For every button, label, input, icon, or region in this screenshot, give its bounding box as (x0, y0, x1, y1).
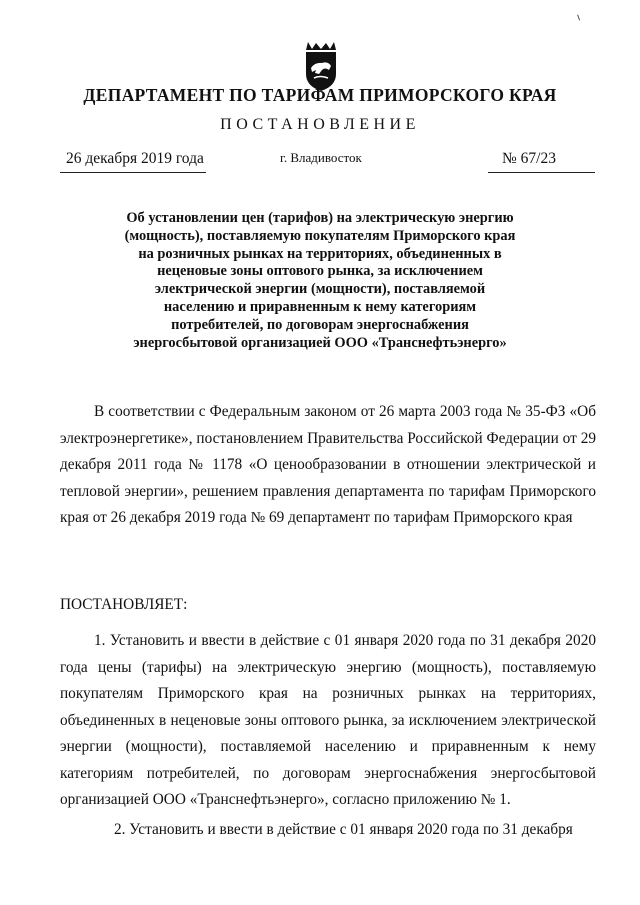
resolves-heading: ПОСТАНОВЛЯЕТ: (60, 596, 188, 613)
department-title: ДЕПАРТАМЕНТ ПО ТАРИФАМ ПРИМОРСКОГО КРАЯ (83, 85, 557, 105)
document-type: ПОСТАНОВЛЕНИЕ (220, 116, 420, 133)
preamble-paragraph: В соответствии с Федеральным законом от 26 марта 2003 года № 35-ФЗ «Об электроэнергетике», постановлением Правительства Российской Федерации от 29 декабря 2011 года № 1178 «О ценообразовании в отношении электрической и тепловой энергии», решением правления департамента по тарифам Приморского края от 26 декабря 2019 года № 69 департамент по тарифам Приморского края (60, 403, 596, 526)
document-city: г. Владивосток (280, 150, 362, 165)
document-date: 26 декабря 2019 года (66, 150, 204, 167)
document-subject: Об установлении цен (тарифов) на электрическую энергию (мощность), поставляемую покупателям Приморского края на розничных рынках на территориях, объединенных в неценовые зоны оптового рынка, за исключением электрической энергии (мощности), поставляемой населению и приравненным к нему категориям потребителей, по договорам энергоснабжения энергосбытовой организацией ООО «Транснефтьэнерго» (124, 210, 516, 351)
date-underline (60, 172, 206, 173)
document-number: № 67/23 (502, 150, 556, 167)
item-1-paragraph: 1. Установить и ввести в действие с 01 января 2020 года по 31 декабря 2020 года цены (тарифы) на электрическую энергию (мощность), поставляемую покупателям Приморского края на розничных рынках на территориях, объединенных в неценовые зоны оптового рынка, за исключением электрической энергии (мощности), поставляемой населению и приравненным к нему категориям потребителей, по договорам энергоснабжения энергосбытовой организацией ООО «Транснефтьэнерго», согласно приложению № 1. (60, 632, 596, 808)
item-2-paragraph: 2. Установить и ввести в действие с 01 января 2020 года по 31 декабря (114, 821, 573, 838)
number-underline (488, 172, 595, 173)
scan-mark (577, 13, 583, 20)
